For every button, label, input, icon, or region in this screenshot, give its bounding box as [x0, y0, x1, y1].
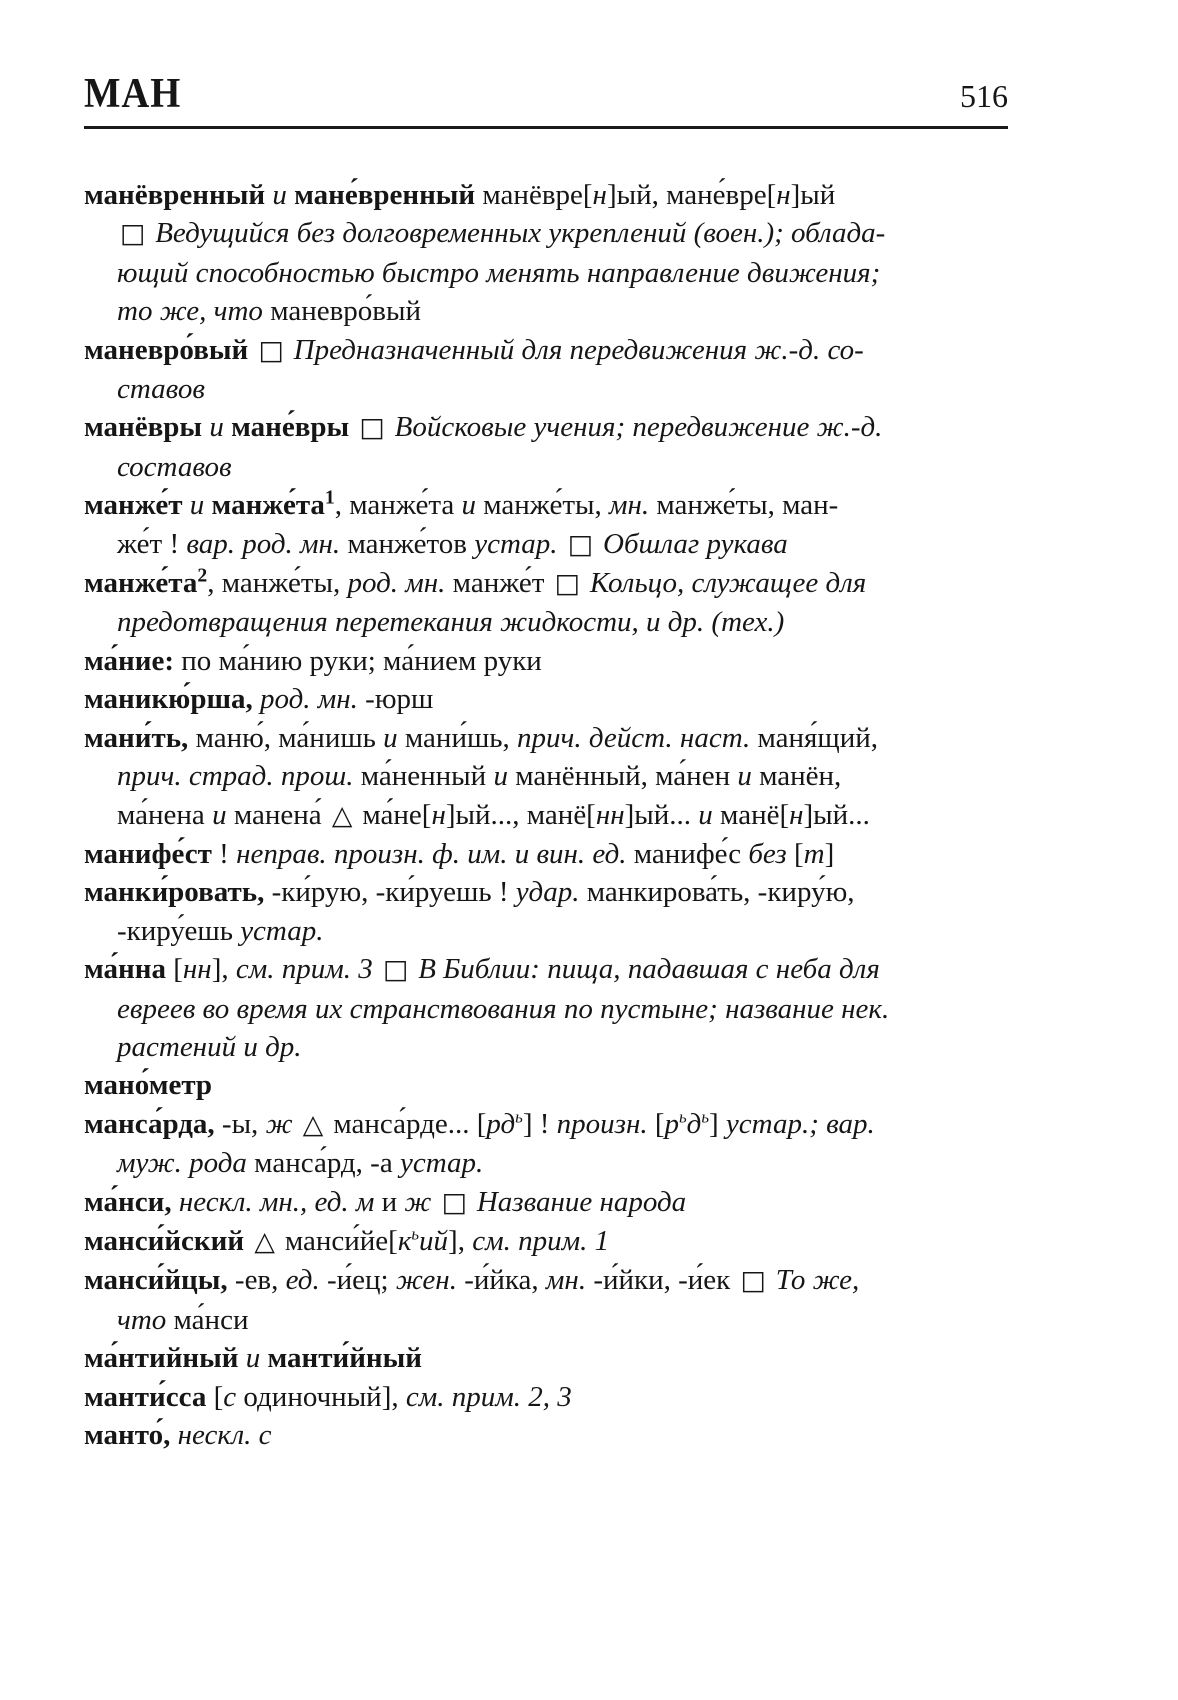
text-segment: мане́вры [231, 411, 357, 444]
text-segment: манкирова́ть, -киру́ю, [579, 876, 855, 909]
entry-line-head [84, 564, 1074, 603]
text-segment: ] ! [522, 1107, 557, 1140]
text-segment: манифе́ст [84, 837, 212, 870]
text-segment: манса́рде... [ [333, 1107, 487, 1140]
page-header [84, 70, 1008, 118]
text-segment: манённый, ма́нен [507, 760, 738, 793]
text-segment: манти́сса [84, 1380, 207, 1413]
text-segment: нескл. с [170, 1419, 272, 1451]
section-title: МАН [84, 71, 182, 117]
text-segment: и [265, 179, 295, 211]
text-segment: манти́йный [267, 1342, 422, 1375]
text-segment: произн. [556, 1107, 648, 1140]
text-segment: ], [211, 953, 236, 986]
text-segment: ма́нна [84, 953, 166, 986]
text-segment: с [223, 1380, 237, 1413]
entry-line [84, 603, 1074, 641]
text-segment: и [182, 489, 212, 522]
text-segment: ], [448, 1224, 473, 1257]
text-segment: манена́ [226, 798, 329, 831]
text-segment: манже́ты, ман- [649, 489, 839, 522]
entry-line-head [84, 1183, 1074, 1222]
text-segment: прич. дейст. наст. [517, 721, 751, 754]
entry-line-head [84, 1261, 1074, 1300]
entry-line [84, 1144, 1074, 1182]
text-segment: -киру́ешь [117, 914, 241, 947]
entry-line-head [84, 176, 1074, 214]
text-segment: рд [486, 1107, 516, 1140]
text-segment: Кольцо, служащее для [589, 567, 867, 600]
marker-symbol: □ [554, 568, 580, 600]
text-segment: ] [709, 1107, 726, 1140]
text-segment: род. мн. [347, 567, 446, 600]
text-segment: и [383, 721, 398, 754]
text-segment: удар. [515, 876, 580, 909]
entry-line-head [84, 486, 1074, 524]
text-segment: маня́щий, [750, 721, 879, 754]
text-segment: ]ый..., манё[ [445, 798, 596, 831]
text-segment: Название народа [476, 1185, 687, 1218]
entry-line [84, 214, 1074, 253]
entry-line-head [84, 331, 1074, 370]
entry-line [84, 370, 1074, 408]
entry-line-head [84, 1416, 1074, 1454]
text-segment: нн [182, 953, 212, 986]
text-segment: н [776, 179, 791, 211]
text-segment: манже́т [445, 567, 552, 600]
text-segment: см. прим. 2, 3 [405, 1380, 572, 1413]
text-segment: манёвре[ [475, 179, 593, 211]
text-segment: и [238, 1342, 268, 1375]
text-segment: В Библии: пища, падавшая с неба для [418, 953, 880, 986]
text-segment: составов [117, 450, 232, 483]
entry-line-head [84, 1222, 1074, 1261]
marker-symbol: □ [258, 334, 284, 366]
entry-line [84, 448, 1074, 486]
text-segment: мане́вренный [294, 179, 476, 211]
text-segment: -и́йки, -и́ек [586, 1264, 738, 1297]
text-segment: неправ. произн. ф. им. и вин. ед. [236, 837, 627, 870]
entry-line-head [84, 680, 1074, 718]
text-segment: манса́рд, -а [254, 1147, 400, 1180]
marker-symbol: □ [359, 412, 385, 444]
text-segment: прич. страд. прош. [117, 760, 354, 793]
text-segment: манже́тов [340, 527, 475, 560]
text-segment: -ы, [214, 1107, 266, 1140]
text-segment: манси́йе[ [284, 1224, 398, 1257]
text-segment: ь [515, 1107, 523, 1127]
entry-line [84, 912, 1074, 950]
marker-symbol: □ [441, 1186, 467, 1218]
text-segment: ма́ние: [84, 644, 175, 677]
entry-line [84, 292, 1074, 330]
text-segment: ставов [117, 373, 205, 406]
text-segment: н [431, 798, 446, 831]
text-segment: и [212, 798, 227, 831]
text-segment: устар. [474, 527, 565, 560]
text-segment: , манже́ты, [207, 567, 348, 600]
entry-line [84, 254, 1074, 292]
text-segment: манже́та [211, 489, 325, 522]
entry-line-head [84, 1105, 1074, 1144]
text-segment: маникю́рша, [84, 683, 253, 716]
text-segment: Обшлаг рукава [603, 527, 788, 560]
text-segment: т [803, 837, 825, 870]
text-segment: ма́ненный [353, 760, 494, 793]
entry-line-head [84, 873, 1074, 911]
text-segment: евреев во время их странствования по пустыне; название нек. [117, 992, 890, 1025]
text-segment: ]ый, мане́вре[ [606, 179, 777, 211]
text-segment: манси́йцы, [84, 1264, 228, 1297]
text-segment: нескл. мн., ед. м [171, 1185, 382, 1218]
entry-line [84, 525, 1074, 564]
marker-symbol: △ [254, 1225, 275, 1257]
text-segment: см. прим. 3 [235, 953, 380, 986]
marker-symbol: □ [383, 954, 409, 986]
text-segment: ] [824, 837, 835, 870]
text-segment: вар. род. мн. [186, 527, 341, 560]
entries [84, 176, 1074, 1454]
text-segment: [ [647, 1107, 665, 1140]
text-segment: манё[ [712, 798, 790, 831]
text-segment: же́т ! [117, 527, 187, 560]
text-segment: ма́нтийный [84, 1342, 239, 1375]
text-segment: манси́йский [84, 1224, 252, 1257]
text-segment: Предназначенный для передвижения ж.-д. со- [293, 333, 864, 366]
entry-line-head [84, 835, 1074, 873]
text-segment: муж. рода [117, 1147, 255, 1180]
text-segment: то же, что [117, 295, 271, 328]
text-segment: ма́нси, [84, 1185, 172, 1218]
text-segment: маневро́вый [84, 333, 256, 366]
entry-line-head [84, 1378, 1074, 1416]
text-segment: н [789, 798, 804, 831]
text-segment: манён, [751, 760, 842, 793]
text-segment: и [698, 798, 713, 831]
text-segment: манже́та [84, 567, 198, 600]
text-segment: мани́шь, [397, 721, 518, 754]
entry-line [84, 1028, 1074, 1066]
text-segment: и [737, 760, 752, 793]
text-segment: ! [211, 837, 237, 870]
text-segment: мн. [545, 1264, 587, 1297]
text-segment: -юрш [365, 683, 434, 716]
text-segment: -и́ец; [319, 1264, 396, 1297]
text-segment: устар.; вар. [725, 1107, 875, 1140]
text-segment: ь [411, 1224, 420, 1244]
entry-line-head [84, 1066, 1074, 1104]
text-segment: предотвращения перетекания жидкости, и др. (тех.) [117, 606, 785, 639]
text-segment: -ки́рую, -ки́руешь ! [264, 876, 516, 909]
text-segment: и [381, 1185, 398, 1218]
entry-line [84, 990, 1074, 1028]
text-segment: маневро́вый [270, 295, 421, 328]
text-segment: [ [206, 1380, 224, 1413]
entry-line [84, 1301, 1074, 1339]
text-segment: ж [265, 1107, 300, 1140]
text-segment: см. прим. 1 [472, 1224, 610, 1257]
text-segment: без [748, 837, 787, 870]
text-segment: ма́не[ [362, 798, 432, 831]
text-segment: То же, [775, 1264, 860, 1297]
text-segment: 2 [197, 564, 208, 587]
text-segment: по ма́нию руки; ма́нием руки [174, 644, 542, 677]
text-segment: мани́ть, [84, 721, 189, 754]
text-segment: [ [165, 953, 183, 986]
text-segment: Ведущийся без долговременных укреплений (воен.); облада- [155, 217, 886, 250]
text-segment: род. мн. [252, 683, 366, 716]
marker-symbol: □ [567, 528, 593, 560]
text-segment: одиночный], [236, 1380, 406, 1413]
text-segment: , манже́та [334, 489, 462, 522]
text-segment: и [461, 489, 477, 522]
text-segment: д [686, 1107, 702, 1140]
page-number: 516 [960, 78, 1008, 114]
text-segment: манто́, [84, 1419, 171, 1451]
text-segment: ]ый... [624, 798, 699, 831]
entry-line-head [84, 408, 1074, 447]
text-segment: ь [679, 1107, 687, 1127]
text-segment: мано́метр [84, 1069, 213, 1102]
text-segment: р [664, 1107, 680, 1140]
text-segment: ь [701, 1107, 709, 1127]
text-segment: жен. [395, 1264, 457, 1297]
text-segment: ]ый... [803, 798, 870, 831]
entry-line [84, 757, 1074, 795]
text-segment: манже́т [84, 489, 183, 522]
text-segment: устар. [240, 914, 324, 947]
text-segment: манки́ровать, [84, 876, 265, 909]
text-segment: ма́нси [173, 1303, 249, 1336]
text-segment: манже́ты, [476, 489, 609, 522]
entry-line-head [84, 642, 1074, 680]
text-segment: мн. [609, 489, 650, 522]
text-segment: устар. [399, 1147, 484, 1180]
text-segment: ма́нена [117, 798, 213, 831]
text-segment: растений и др. [117, 1030, 302, 1063]
text-segment: ]ый [790, 179, 836, 211]
entry-line [84, 796, 1074, 835]
text-segment: и [202, 411, 232, 444]
text-segment: манёвренный [84, 179, 266, 211]
text-segment: н [592, 179, 607, 211]
text-segment: нн [595, 798, 625, 831]
text-segment: [ [786, 837, 804, 870]
entry-line-head [84, 950, 1074, 989]
text-segment: манифе́с [626, 837, 749, 870]
entry-line-head [84, 1339, 1074, 1377]
header-rule [84, 126, 1008, 129]
marker-symbol: □ [120, 218, 146, 250]
text-segment: ющий способностью быстро менять направление движения; [117, 256, 881, 289]
text-segment: Войсковые учения; передвижение ж.-д. [394, 411, 883, 444]
text-segment: к [397, 1224, 412, 1257]
entry-line-head [84, 719, 1074, 757]
text-segment: маню́, ма́нишь [188, 721, 384, 754]
text-segment: -ев, [227, 1264, 286, 1297]
text-segment: ж [397, 1185, 439, 1218]
text-segment: ий [419, 1224, 449, 1257]
text-segment: и [493, 760, 508, 793]
text-segment: -и́йка, [456, 1264, 546, 1297]
text-segment: манса́рда, [84, 1107, 215, 1140]
text-segment: 1 [324, 486, 335, 509]
marker-symbol: △ [302, 1108, 324, 1140]
text-segment: что [117, 1303, 174, 1336]
text-segment: ед. [285, 1264, 320, 1297]
text-segment: манёвры [84, 411, 203, 444]
marker-symbol: □ [740, 1265, 766, 1297]
marker-symbol: △ [331, 799, 353, 831]
